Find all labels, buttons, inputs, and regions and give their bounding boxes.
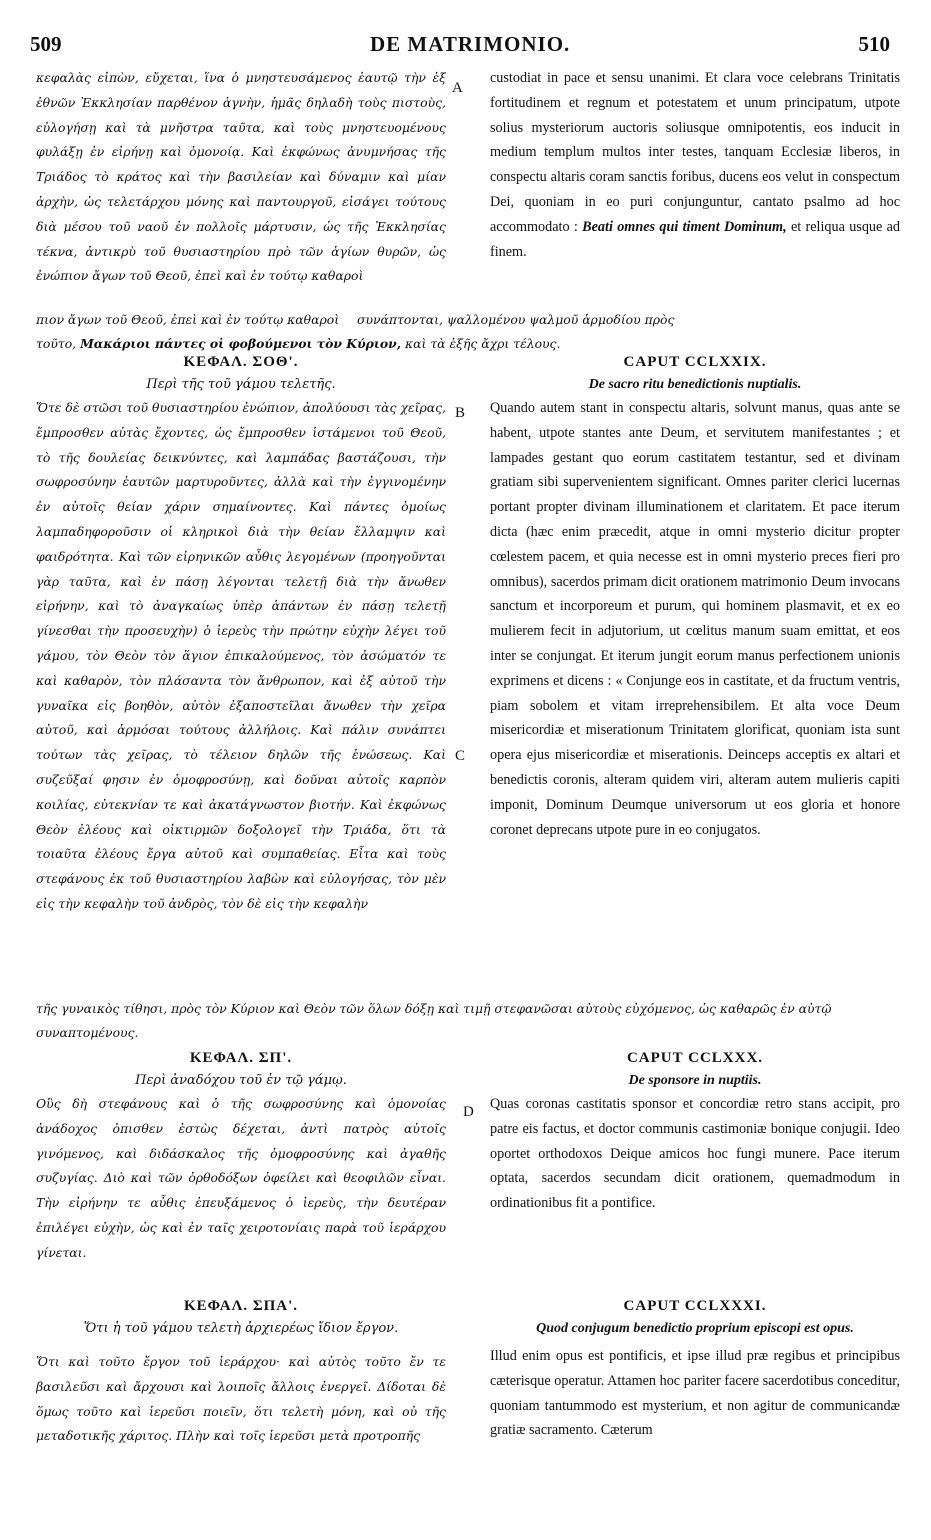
latin-chapter-281-title: CAPUT CCLXXXI. [623, 1298, 767, 1314]
latin-intro-end: et reliqua usque ad finem. [490, 218, 900, 260]
latin-intro-block [490, 66, 900, 306]
margin-marker-b: B [455, 405, 466, 421]
greek-chapter-279-title: ΚΕΦΑΛ. ΣΟΘ'. [183, 354, 299, 370]
latin-chapter-280-subtitle: De sponsore in nuptiis. [628, 1073, 762, 1088]
greek-chapter-279 [36, 350, 446, 995]
latin-chapter-280 [490, 1046, 900, 1286]
greek-chapter-279-subtitle: Περὶ τῆς τοῦ γάμου τελετῆς. [146, 377, 336, 392]
greek-chapter-280 [36, 1046, 446, 1286]
greek-chapter-279-text: Ὅτε δὲ στῶσι τοῦ θυσιαστηρίου ἐνώπιον, ἀπολύουσι τὰς χεῖρας, ἔμπροσθεν αὐτὰς ἔχοντες, ὡς ἔμπροσθεν ἱστάμενοι τοῦ Θεοῦ, τὸ τῆς δουλείας δεικνύντες, καὶ λαμπάδας βαστάζουσι, τὴν σωφροσύνην ἑαυτῶν μαρτυροῦντες, ἀλλὰ καὶ τὴν ἐγγινομένην ἐν αὐτοῖς θείαν χάριν σημαίνοντες. Καὶ πάντες ὁμοίως λαμπαδηφοροῦσιν οἱ κληρικοὶ διὰ τὴν θείαν ἔλλαμψιν καὶ φαιδρότητα. Καὶ τῶν εἰρηνικῶν αὖθις λεγομένων (προηγοῦνται γὰρ ταῦτα, καὶ ἐν πάσῃ λέγονται τελετῇ διὰ τὴν ἄνωθεν εἰρήνην, καὶ τὸ ἀναγκαίως ὑπὲρ ἁπάντων ἐν πάσῃ τελετῇ γίνεσθαι τὴν προσευχὴν) ὁ ἱερεὺς τὴν πρώτην εὐχὴν λέγει τοῦ γάμου, τὸν Θεὸν τὸν ἅγιον ἐπικαλούμενος, τὸν ἀσώματόν τε καὶ καθαρὸν, τὸν πλάσαντα τὸν ἄνθρωπον, καὶ ἐξ αὐτοῦ τὴν γυναῖκα εἰς βοηθὸν, αὐτὸν ἐξαποστεῖλαι ἄνωθεν τὴν χεῖρα αὐτοῦ, καὶ ἁρμόσαι τούτους ἀλλήλοις. Καὶ πάλιν συνάπτει τούτων τὰς χεῖρας, τὸ τέλειον δηλῶν τῆς ἑνώσεως. Καὶ συζεῦξαί φησιν ἐν ὁμοφροσύνῃ, καὶ δοῦναι αὐτοῖς καρπὸν κοιλίας, εὐτεκνίαν τε καὶ ἀκατάγνωστον βιοτήν. Καὶ ἐκφώνως Θεὸν ἐλέους καὶ οἰκτιρμῶν δοξολογεῖ τὴν Τριάδα, ὅτι τὰ τοιαῦτα ἐλέους ἔργα αὐτοῦ καὶ συμπαθείας. Εἶτα καὶ τοὺς στεφάνους ἐκ τοῦ θυσιαστηρίου λαβὼν καὶ εὐλογήσας, τὸν μὲν εἰς τὴν κεφαλὴν τοῦ ἀνδρὸς, τὸν δὲ εἰς τὴν κεφαλὴν [36, 400, 446, 911]
spanning-line-1-b: συνάπτονται, ψαλλομένου ψαλμοῦ ἁρμοδίου πρὸς [357, 312, 675, 327]
latin-chapter-279-title: CAPUT CCLXXIX. [623, 354, 767, 370]
greek-chapter-280-title: ΚΕΦΑΛ. ΣΠ'. [189, 1050, 293, 1066]
page-number-right: 510 [858, 32, 890, 56]
spanning-line-2-b: καὶ τὰ ἑξῆς ἄχρι τέλους. [405, 336, 561, 351]
greek-chapter-280-subtitle: Περὶ ἀναδόχου τοῦ ἐν τῷ γάμῳ. [135, 1073, 347, 1088]
greek-intro-block [36, 66, 446, 286]
margin-marker-c: C [455, 748, 466, 764]
greek-chapter-281-title: ΚΕΦΑΛ. ΣΠΑ'. [183, 1298, 299, 1314]
spanning-line-2-psalm: Μακάριοι πάντες οἱ φοβούμενοι τὸν Κύριον, [80, 336, 402, 351]
margin-marker-a: A [452, 80, 463, 96]
spanning-line-1-a: πιον ἄγων τοῦ Θεοῦ, ἐπεὶ καὶ ἐν τούτῳ καθαροὶ [36, 312, 340, 327]
latin-intro-body: custodiat in pace et sensu unanimi. Et clara voce celebrans Trinitatis fortitudinem et regnum et potestatem et unum principatum, utpote solius mysteriorum auctoris soliusque omnipotentis, eos inducit in medium templum multos inter testes, tanquam Ecclesiæ liberos, in conspectu altaris coram sanctis foribus, ducens eos velut in conspectum Dei, quoniam in eo puri conjunguntur, cantato psalmo ad hoc accommodato : [490, 70, 900, 235]
greek-intro-text: κεφαλὰς εἰπὼν, εὔχεται, ἵνα ὁ μνηστευσάμενος ἑαυτῷ τὴν ἐξ ἐθνῶν Ἐκκλησίαν παρθένον ἁγνὴν, ἡμᾶς δηλαδὴ τοὺς πιστοὺς, εὐλογήσῃ καὶ τὰ μνῆστρα ταῦτα, καὶ τοὺς μνηστευομένους φυλάξῃ ἐν εἰρήνῃ καὶ ὁμονοίᾳ. Καὶ ἐκφώνως ἀνυμνήσας τῆς Τριάδος τὸ κράτος καὶ τὴν βασιλείαν καὶ δύναμιν καὶ μίαν ἀρχὴν, ὡς τελετάρχου μόνης καὶ παντουργοῦ, εἰσάγει τούτους διὰ μέσου τοῦ ναοῦ ἐν πολλοῖς μάρτυσιν, ὡς τῆς Ἐκκλησίας τέκνα, ἀντικρὺ τοῦ θυσιαστηρίου πρὸ τῶν ἁγίων θυρῶν, ὡς ἐνώπιον ἄγων τοῦ Θεοῦ, ἐπεὶ καὶ ἐν τούτῳ καθαροὶ [36, 70, 446, 284]
greek-chapter-281-subtitle: Ὅτι ἡ τοῦ γάμου τελετὴ ἀρχιερέως ἴδιον ἔργον. [83, 1321, 399, 1336]
spanning-line-1 [36, 308, 896, 332]
latin-chapter-279-text: Quando autem stant in conspectu altaris, solvunt manus, quas ante se habent, utpote stantes ante Deum, et servitutem manifestantes ; et lampades gestant quo eorum castitatem testantur, sed et divinam gratiam sibi supervenientem significant. Omnes pariter clerici lucernas portant propter divinam illuminationem et claritatem. Et pace iterum dicta (hæc enim præcedit, atque in omni mysterio dicitur propter cœlestem pacem, et quia necesse est in omni mysterio preces fieri pro omnibus), sacerdos primam dicit orationem matrimonio Deum invocans sanctum et incorporeum et purum, qui hominem plasmavit, et ex eo mulierem fecit in adjutorium, ut cœlitus manum suam emittat, et eos inter se conjungat. Et iterum jungit eorum manus perfectionem unionis exprimens et dicens : « Conjunge eos in castitate, et da fructum ventris, piam sobolem et vitam irreprehensibilem. Et alta voce Deum misericordiæ et miserationum Trinitatem glorificat, quoniam ista sunt opera ejus misericordiæ et miserationis. Deinceps acceptis ex altari et benedictis coronis, alteram quidem viri, alteram autem mulieris capiti imponit, Dominum Deumque universorum ut eos gloria et honore coronet deprecans utpote pure in eo conjugatos. [490, 400, 900, 838]
running-head [30, 32, 890, 60]
greek-chapter-281-text: Ὅτι καὶ τοῦτο ἔργον τοῦ ἱεράρχου· καὶ αὐτὸς τοῦτο ἔν τε βασιλεῦσι καὶ ἄρχουσι καὶ λοιποῖς ἄλλοις ἐνεργεῖ. Δίδοται δὲ ὅμως τοῦτο καὶ ἱερεῦσι ποιεῖν, ὅτι τελετὴ μόνη, καὶ οὐ τῆς μεταδοτικῆς χάριτος. Πλὴν καὶ τοῖς ἱερεῦσι μετὰ προτροπῆς [36, 1354, 446, 1444]
spanning-line-3: τῆς γυναικὸς τίθησι, πρὸς τὸν Κύριον καὶ Θεὸν τῶν ὅλων δόξῃ καὶ τιμῇ στεφανῶσαι αὐτοὺς εὐχόμενος, ὡς καθαρῶς ἐν αὐτῷ συναπτομένους. [36, 1001, 832, 1040]
latin-chapter-279 [490, 350, 900, 995]
latin-intro-psalm: Beati omnes qui timent Dominum, [582, 218, 787, 235]
latin-chapter-280-title: CAPUT CCLXXX. [626, 1050, 764, 1066]
latin-chapter-279-subtitle: De sacro ritu benedictionis nuptialis. [588, 377, 802, 392]
latin-chapter-281-text: Illud enim opus est pontificis, et ipse illud præ regibus et principibus cæterisque operatur. Attamen hoc pariter facere sacerdotibus conceditur, quoniam tantummodo est mysterium, et non agitur de communicandæ gratiæ sacramento. Cæterum [490, 1348, 900, 1439]
latin-chapter-280-text: Quas coronas castitatis sponsor et concordiæ retro stans accipit, pro patre eis factus, et doctor communis castimoniæ bonique conjugii. Ideo oportet orthodoxos Deique amicos hoc fungi munere. Pace iterum optata, sacerdos secundam dicit orationem, quemadmodum in ordinationibus fit a pontifice. [490, 1096, 900, 1212]
page-number-left: 509 [30, 32, 62, 56]
margin-marker-d: D [463, 1104, 474, 1120]
latin-chapter-281-subtitle: Quod conjugum benedictio proprium episcopi est opus. [536, 1321, 854, 1336]
spanning-line-2-a: τοῦτο, [36, 336, 77, 351]
latin-intro-text [490, 66, 900, 264]
greek-chapter-280-text: Οὓς δὴ στεφάνους καὶ ὁ τῆς σωφροσύνης καὶ ὁμονοίας ἀνάδοχος ὀπισθεν ἑστὼς δέχεται, ἀντὶ πατρὸς αὐτοῖς γινόμενος, καὶ διδάσκαλος τῆς ὁμοφροσύνης καὶ ἀγαθῆς συζυγίας. Διὸ καὶ τῶν ὀρθοδόξων ὀφείλει καὶ θεοφιλῶν εἶναι. Τὴν εἰρήνην τε αὖθις ἐπευξάμενος ὁ ἱερεὺς, τὴν δευτέραν ἐπιλέγει εὐχὴν, ὡς καὶ ἐν ταῖς χειροτονίαις παρὰ τοῦ ἱεράρχου γίνεται. [36, 1096, 446, 1260]
greek-chapter-281 [36, 1294, 446, 1526]
latin-chapter-281 [490, 1294, 900, 1526]
running-title: DE MATRIMONIO. [370, 32, 571, 56]
